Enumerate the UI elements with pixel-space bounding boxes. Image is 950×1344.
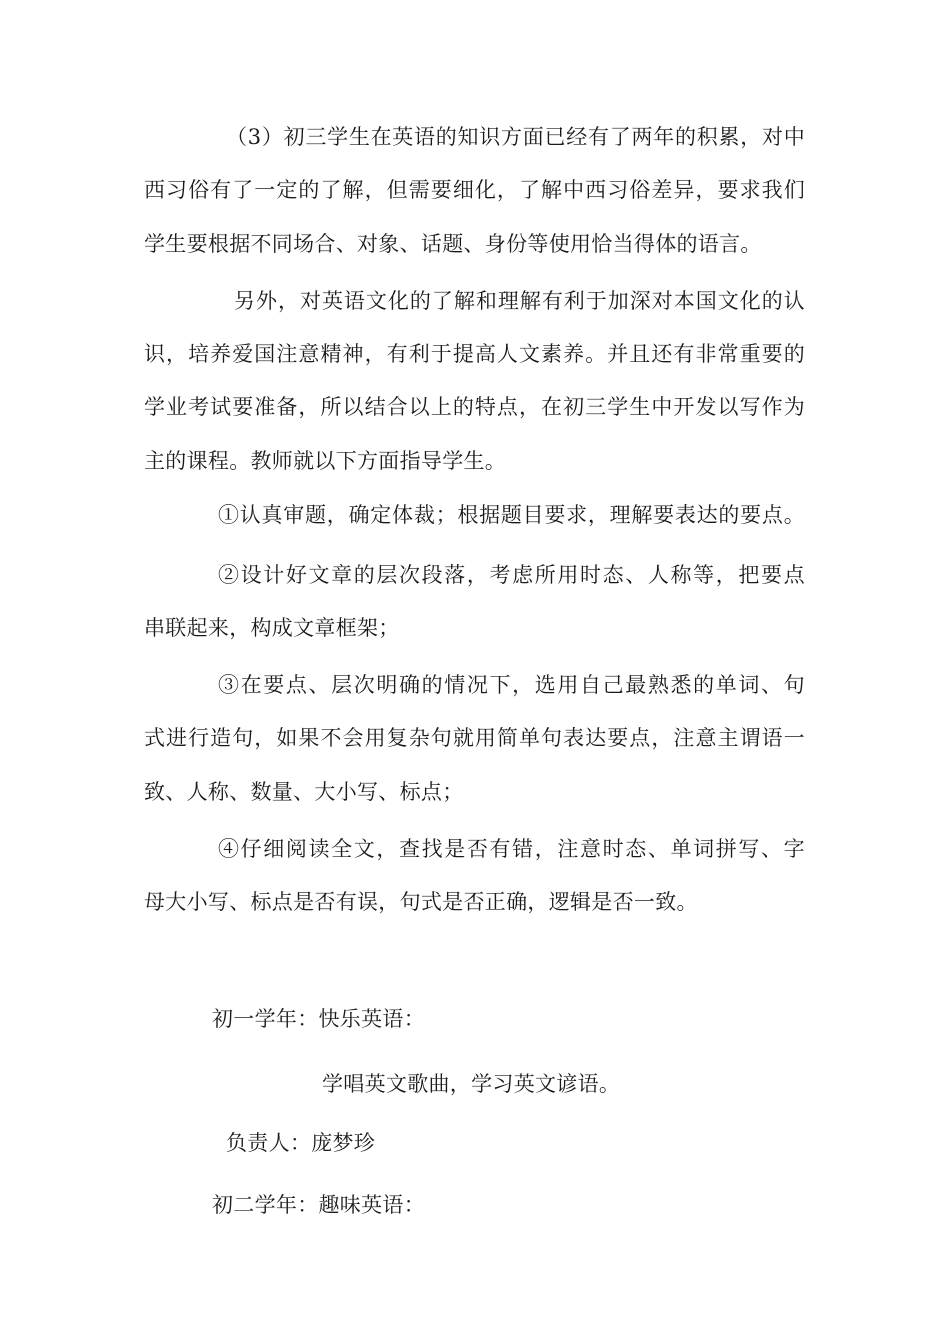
list-item-3-line-2: 式进行造句，如果不会用复杂句就用简单句表达要点，注意主谓语一 [144, 726, 805, 750]
paragraph-2-line-3: 学业考试要准备，所以结合以上的特点，在初三学生中开发以写作为 [144, 395, 805, 419]
paragraph-1-line-3: 学生要根据不同场合、对象、话题、身份等使用恰当得体的语言。 [144, 232, 762, 256]
paragraph-1-line-1: （3）初三学生在英语的知识方面已经有了两年的积累，对中 [226, 125, 805, 149]
grade-2-title: 初二学年：趣味英语： [212, 1193, 425, 1217]
list-item-4-line-2: 母大小写、标点是否有误，句式是否正确，逻辑是否一致。 [144, 890, 698, 914]
paragraph-2-line-1: 另外，对英语文化的了解和理解有利于加深对本国文化的认 [234, 289, 805, 313]
grade-1-title: 初一学年：快乐英语： [212, 1007, 425, 1031]
grade-1-owner: 负责人：庞梦珍 [226, 1131, 376, 1155]
list-item-1-line-1: ①认真审题，确定体裁；根据题目要求，理解要表达的要点。 [218, 503, 805, 527]
grade-1-content: 学唱英文歌曲，学习英文谚语。 [322, 1072, 621, 1096]
paragraph-2-line-4: 主的课程。教师就以下方面指导学生。 [144, 449, 507, 473]
list-item-4-line-1: ④仔细阅读全文，查找是否有错，注意时态、单词拼写、字 [218, 837, 805, 861]
list-item-2-line-1: ②设计好文章的层次段落，考虑所用时态、人称等，把要点 [218, 563, 805, 587]
list-item-3-line-1: ③在要点、层次明确的情况下，选用自己最熟悉的单词、句 [218, 673, 805, 697]
paragraph-2-line-2: 识，培养爱国注意精神，有利于提高人文素养。并且还有非常重要的 [144, 342, 805, 366]
list-item-3-line-3: 致、人称、数量、大小写、标点； [144, 780, 464, 804]
paragraph-1-line-2: 西习俗有了一定的了解，但需要细化，了解中西习俗差异，要求我们 [144, 178, 805, 202]
list-item-2-line-2: 串联起来，构成文章框架； [144, 616, 400, 640]
